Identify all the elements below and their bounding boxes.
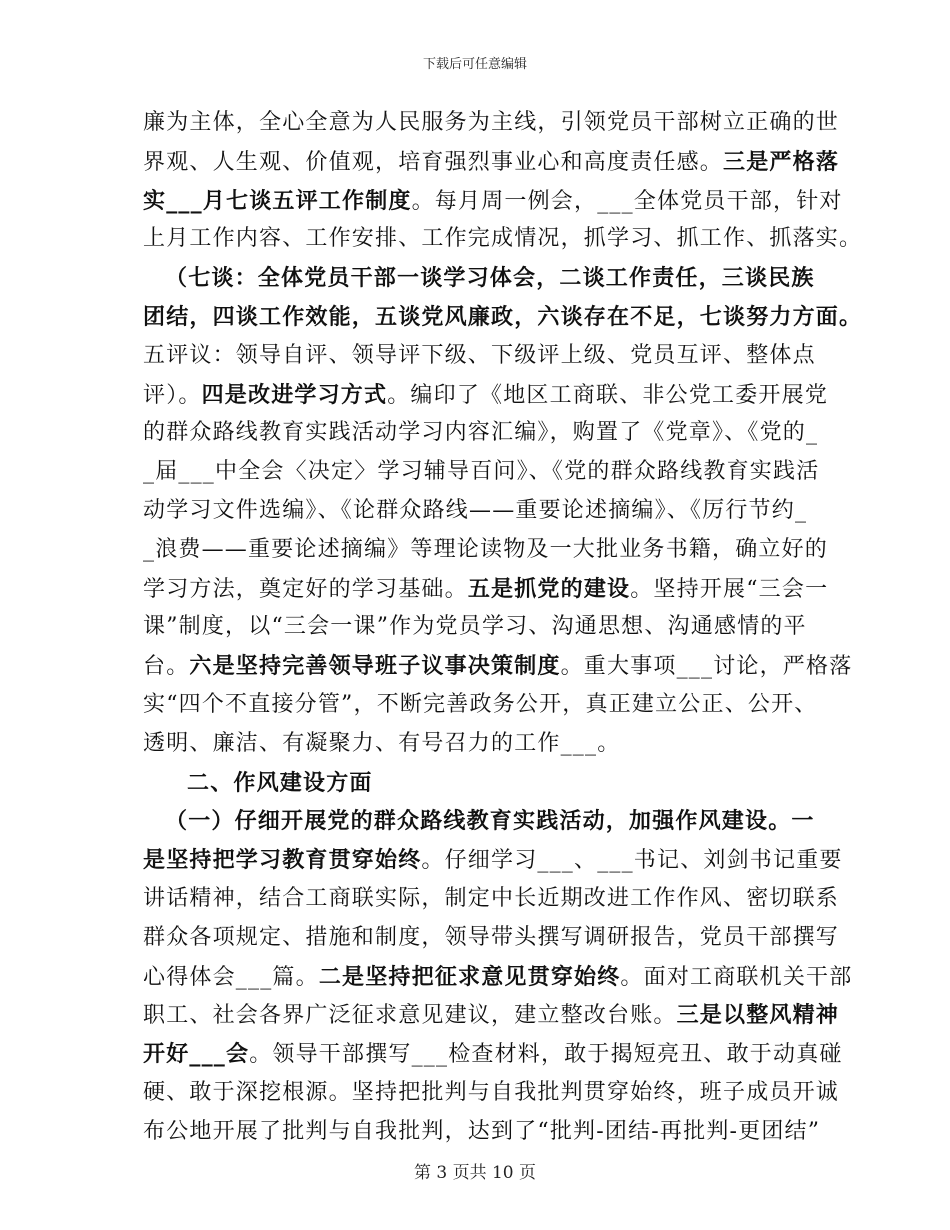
text-segment: 布公地开展了批判与自我批判，达到了“批判-团结-再批判-更团结” [143,1118,821,1144]
text-segment: _浪费——重要论述摘编》等理论读物及一大批业务书籍，确立好的 [143,536,829,562]
text-line [143,1074,840,1113]
text-segment: 。面对工商联机关干部 [620,964,853,990]
text-segment: 群众各项规定、措施和制度，领导带头撰写调研报告，党员干部撰写 [143,924,840,950]
text-segment: 。领导干部撰写___检查材料，敢于揭短亮丑、敢于动真碰 [249,1042,843,1068]
document-body [143,104,863,1152]
text-segment: 职工、社会各界广泛征求意见建议，建立整改台账。 [143,1003,677,1029]
text-segment: 。坚持开展“三会一 [630,576,829,602]
bold-text-segment: 是坚持把学习教育贯穿始终 [143,847,422,874]
text-segment: 。重大事项___讨论，严格落 [560,654,853,680]
text-segment: 。仔细学习___、___书记、刘剑书记重要 [421,848,843,874]
text-segment: 实“四个不直接分管”，不断完善政务公开，真正建立公正、公开、 [143,691,818,717]
text-line [143,608,823,647]
text-line [143,958,853,997]
text-segment: 廉为主体，全心全意为人民服务为主线，引领党员干部树立正确的世 [143,110,840,135]
bold-text-segment: 开好___会 [143,1041,250,1068]
text-line [143,376,829,415]
text-segment: 讲话精神，结合工商联实际，制定中长近期改进工作作风、密切联系 [143,885,840,911]
bold-text-segment: 团结，四谈工作效能，五谈党风廉政，六谈存在不足，七谈努力方面。 [143,303,863,330]
bold-text-segment: 六是坚持完善领导班子议事决策制度 [189,653,561,680]
text-line [143,647,853,686]
text-segment: 。每月周一例会，___全体党员干部，针对 [411,188,843,214]
text-line [143,841,843,880]
text-line [143,182,843,221]
text-line [143,570,829,609]
text-segment: 硬、敢于深挖根源。坚持把批判与自我批判贯穿始终，班子成员开诚 [143,1079,840,1105]
text-line [143,492,823,531]
text-segment: 。编印了《地区工商联、非公党工委开展党 [387,382,829,408]
text-segment: 评）。 [143,382,202,408]
page-footer: 第 3 页共 10 页 [413,1163,537,1183]
text-line [143,414,823,453]
page-header: 下载后可任意编辑 [422,57,527,72]
bold-text-segment: 实___月七谈五评工作制度 [143,187,412,214]
bold-text-segment: （七谈：全体党员干部一谈学习体会，二谈工作责任，三谈民族 [165,265,815,292]
text-line [143,1113,823,1152]
text-line [143,531,829,570]
text-line [143,1035,843,1074]
text-segment: 心得体会___篇。 [143,964,319,990]
bold-text-segment: 三是严格落 [723,148,840,175]
text-segment: 学习方法，奠定好的学习基础。 [143,576,468,602]
bold-text-segment: （一）仔细开展党的群众路线教育实践活动，加强作风建设。一 [165,808,815,835]
text-segment: 台。 [143,654,190,680]
text-line [143,996,840,1035]
bold-text-segment: 四是改进学习方式 [201,381,388,408]
text-line [143,802,823,841]
text-segment: 透明、廉洁、有凝聚力、有号召力的工作___。 [143,730,621,756]
text-segment: 的群众路线教育实践活动学习内容汇编》，购置了《党章》、《党的_ [143,420,819,446]
text-line [143,104,840,143]
text-line [143,764,823,803]
text-segment: 界观、人生观、价值观，培育强烈事业心和高度责任感。 [143,149,724,175]
text-line [143,725,823,764]
text-line [143,259,823,298]
bold-text-segment: 二是坚持把征求意见贯穿始终 [318,963,621,990]
text-segment: 动学习文件选编》、《论群众路线——重要论述摘编》、《厉行节约_ [143,497,808,523]
bold-text-segment: 三是以整风精神 [676,1002,840,1029]
text-segment: 上月工作内容、工作安排、工作完成情况，抓学习、抓工作、抓落实。 [143,226,863,252]
text-line [143,298,863,337]
text-segment: 课”制度，以“三会一课”作为党员学习、沟通思想、沟通感情的平 [143,614,807,640]
text-line [143,686,823,725]
text-line [143,919,840,958]
bold-text-segment: 二、作风建设方面 [187,769,373,796]
text-line [143,453,823,492]
text-line [143,337,823,376]
text-line [143,220,863,259]
text-line [143,143,840,182]
text-segment: _届___中全会〈决定〉学习辅导百问》、《党的群众路线教育实践活 [143,459,820,485]
bold-text-segment: 五是抓党的建设 [467,575,631,602]
text-line [143,880,840,919]
text-segment: 五评议：领导自评、领导评下级、下级评上级、党员互评、整体点 [143,342,816,368]
